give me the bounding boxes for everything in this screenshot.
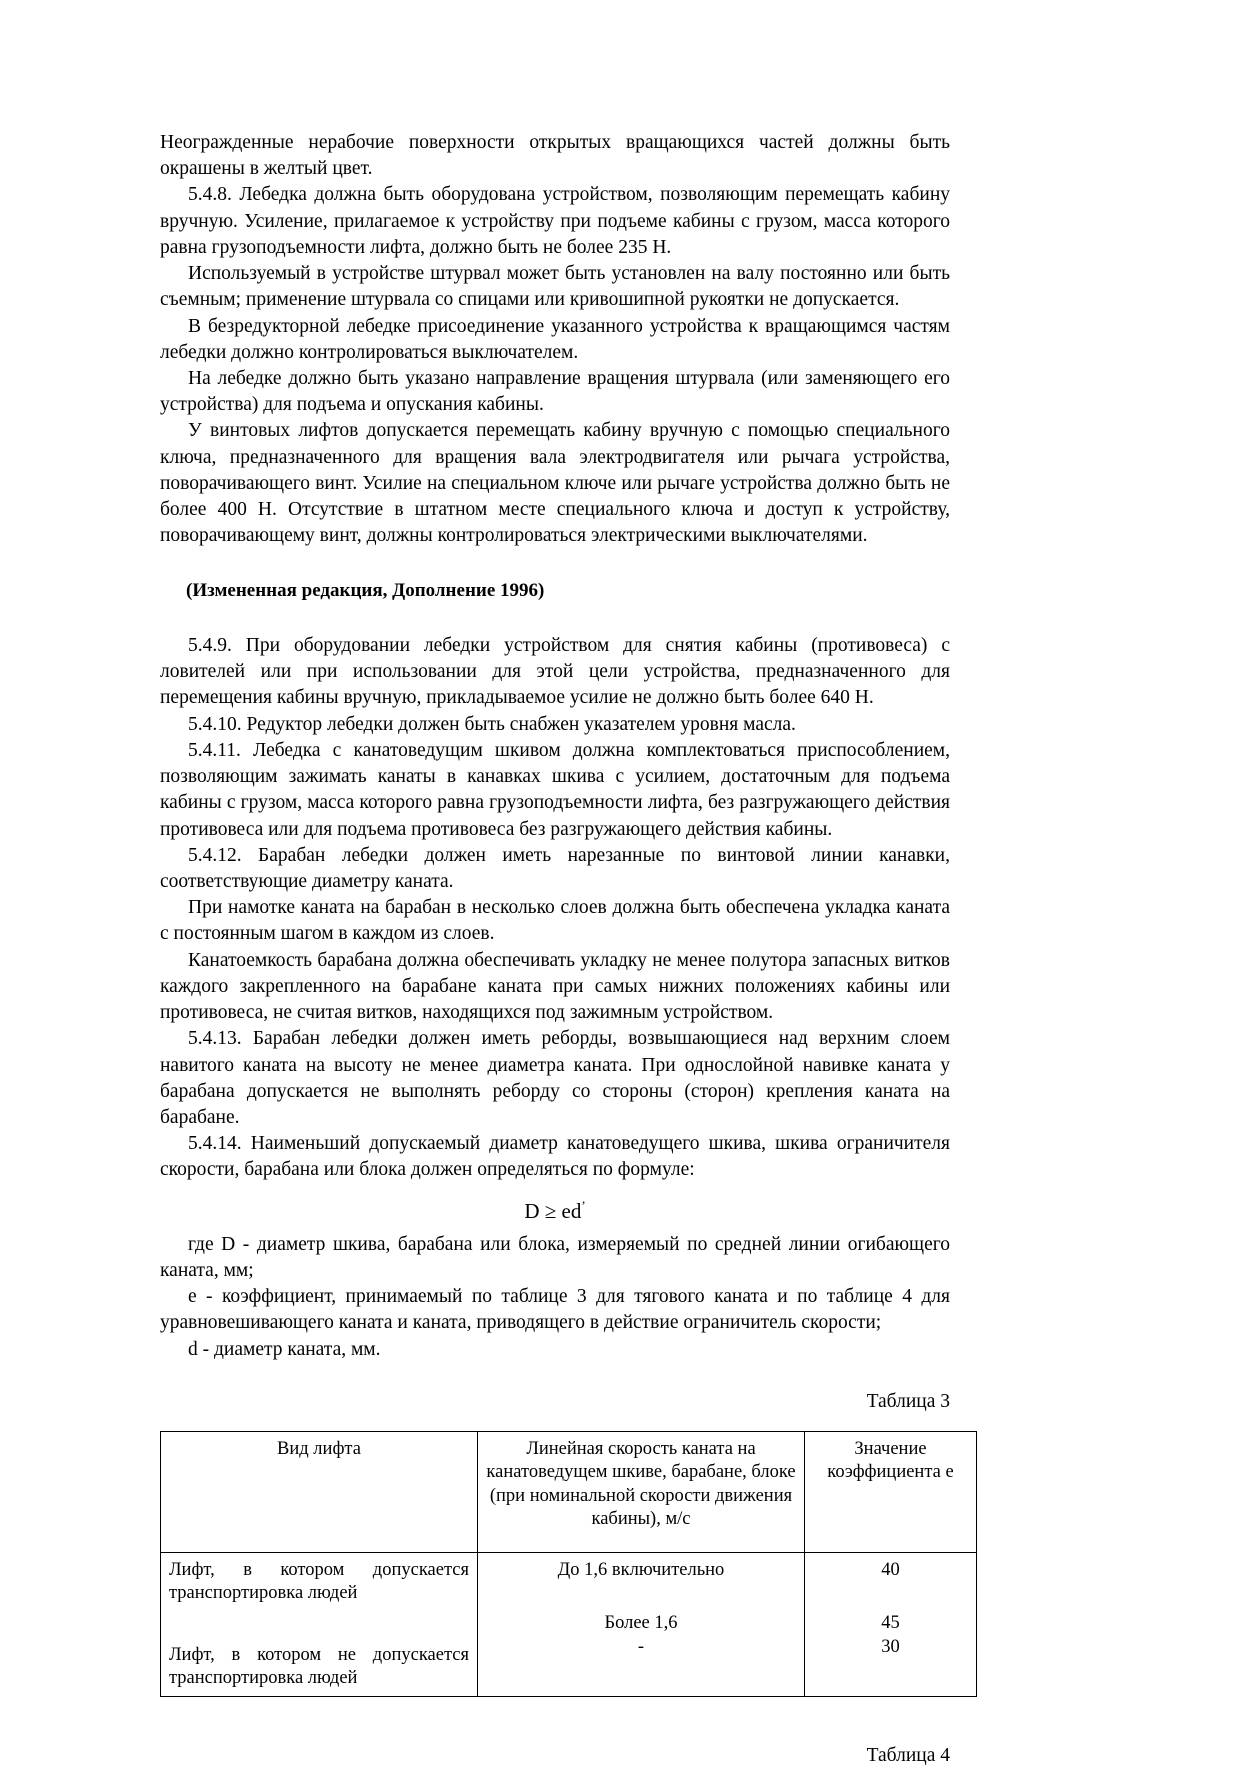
table-cell-coefficient [805,1553,977,1697]
table-header-cell-speed [478,1432,805,1553]
paragraph: 5.4.12. Барабан лебедки должен иметь нарезанные по винтовой линии канавки, соответствующие диаметру каната. [160,844,950,893]
coefficient-value-1: 40 [881,1560,900,1581]
paragraph: У винтовых лифтов допускается перемещать кабину вручную с помощью специального ключа, предназначенного для вращения вала электродвигателя или рычага устройства, поворачивающего винт. Усилие на специальном ключе или рычаге устройства должно быть не более 400 Н. Отсутствие в штатном месте специального ключа и доступ к устройству, поворачивающему винт, должны контролироваться электрическими выключателями. [160,420,950,547]
table-header-cell-coefficient [805,1432,977,1553]
table4-caption: Таблица 4 [866,1745,950,1767]
paragraph: 5.4.10. Редуктор лебедки должен быть снабжен указателем уровня масла. [188,713,796,735]
table-body [161,1553,977,1697]
formula-body: D ≥ ed [524,1198,582,1223]
table-header-cell-kind [161,1432,478,1553]
paragraph: Канатоемкость барабана должна обеспечивать укладку не менее полутора запасных витков каждого закрепленного на барабане каната при самых нижних положениях кабины или противовеса, не считая витков, находящихся под зажимным устройством. [160,949,950,1024]
paragraph: где D - диаметр шкива, барабана или блока, измеряемый по средней линии огибающего каната, мм; [160,1233,950,1282]
paragraph: 5.4.14. Наименьший допускаемый диаметр канатоведущего шкива, шкива ограничителя скорости, барабана или блока должен определяться по формуле: [160,1133,950,1181]
paragraph: 5.4.8. Лебедка должна быть оборудована устройством, позволяющим перемещать кабину вручную. Усиление, прилагаемое к устройству при подъеме кабины с грузом, масса которого равна грузоподъемности лифта, должно быть не более 235 Н. [160,184,950,258]
coefficient-value-2: 45 [881,1613,900,1634]
header-text: Значение коэффициента е [827,1439,954,1483]
paragraph: Используемый в устройстве штурвал может быть установлен на валу постоянно или быть съемным; применение штурвала со спицами или кривошипной рукоятки не допускается. [160,263,950,311]
paragraph: d - диаметр каната, мм. [188,1338,381,1360]
paragraph: е - коэффициент, принимаемый по таблице 3 для тягового каната и по таблице 4 для уравновешивающего каната и каната, приводящего в действие ограничитель скорости; [160,1286,950,1334]
coefficient-value-3: 30 [881,1636,900,1657]
header-text: Линейная скорость каната на канатоведущем шкиве, барабане, блоке (при номинальной скорости движения кабины), м/с [486,1439,796,1530]
table-cell-speed [478,1553,805,1697]
lift-kind-1: Лифт, в котором допускается транспортировка людей [169,1560,469,1604]
formula [160,1198,950,1224]
revision-note: (Измененная редакция, Дополнение 1996) [186,579,545,601]
speed-value-2: Более 1,6 [604,1613,678,1634]
paragraph: В безредукторной лебедке присоединение указанного устройства к вращающимся частям лебедки должно контролироваться выключателем. [160,315,950,363]
paragraph: 5.4.13. Барабан лебедки должен иметь реборды, возвышающиеся над верхним слоем навитого каната на высоту не менее диаметра каната. При однослойной навивке каната у барабана допускается не выполнять реборду со стороны (сторон) крепления каната на барабане. [160,1028,950,1128]
coefficient-table-3 [160,1431,977,1697]
paragraph: Неогражденные нерабочие поверхности открытых вращающихся частей должны быть окрашены в желтый цвет. [160,132,950,180]
table-header [161,1432,977,1553]
table-header-row [161,1432,977,1553]
table3-caption: Таблица 3 [866,1390,950,1412]
table-cell-kind [161,1553,478,1697]
page-content [160,130,954,1770]
table-row [161,1553,977,1697]
paragraph: 5.4.11. Лебедка с канатоведущим шкивом должна комплектоваться приспособлением, позволяющим зажимать канаты в канавках шкива с усилием, достаточным для подъема кабины с грузом, масса которого равна грузоподъемности лифта, без разгружающего действия противовеса или для подъема противовеса без разгружающего действия кабины. [160,739,950,840]
formula-superscript: ’ [581,1197,586,1213]
lift-kind-2: Лифт, в котором не допускается транспортировка людей [169,1644,469,1689]
header-text: Вид лифта [277,1439,361,1460]
speed-value-1: До 1,6 включительно [557,1560,725,1581]
paragraph: 5.4.9. При оборудовании лебедки устройством для снятия кабины (противовеса) с ловителей или при использовании для этой цели устройства, предназначенного для перемещения кабины вручную, прикладываемое усилие не должно быть более 640 Н. [160,635,950,709]
paragraph: На лебедке должно быть указано направление вращения штурвала (или заменяющего его устройства) для подъема и опускания кабины. [160,367,950,416]
speed-value-3: - [637,1636,645,1657]
paragraph: При намотке каната на барабан в несколько слоев должна быть обеспечена укладка каната с постоянным шагом в каждом из слоев. [160,897,950,945]
